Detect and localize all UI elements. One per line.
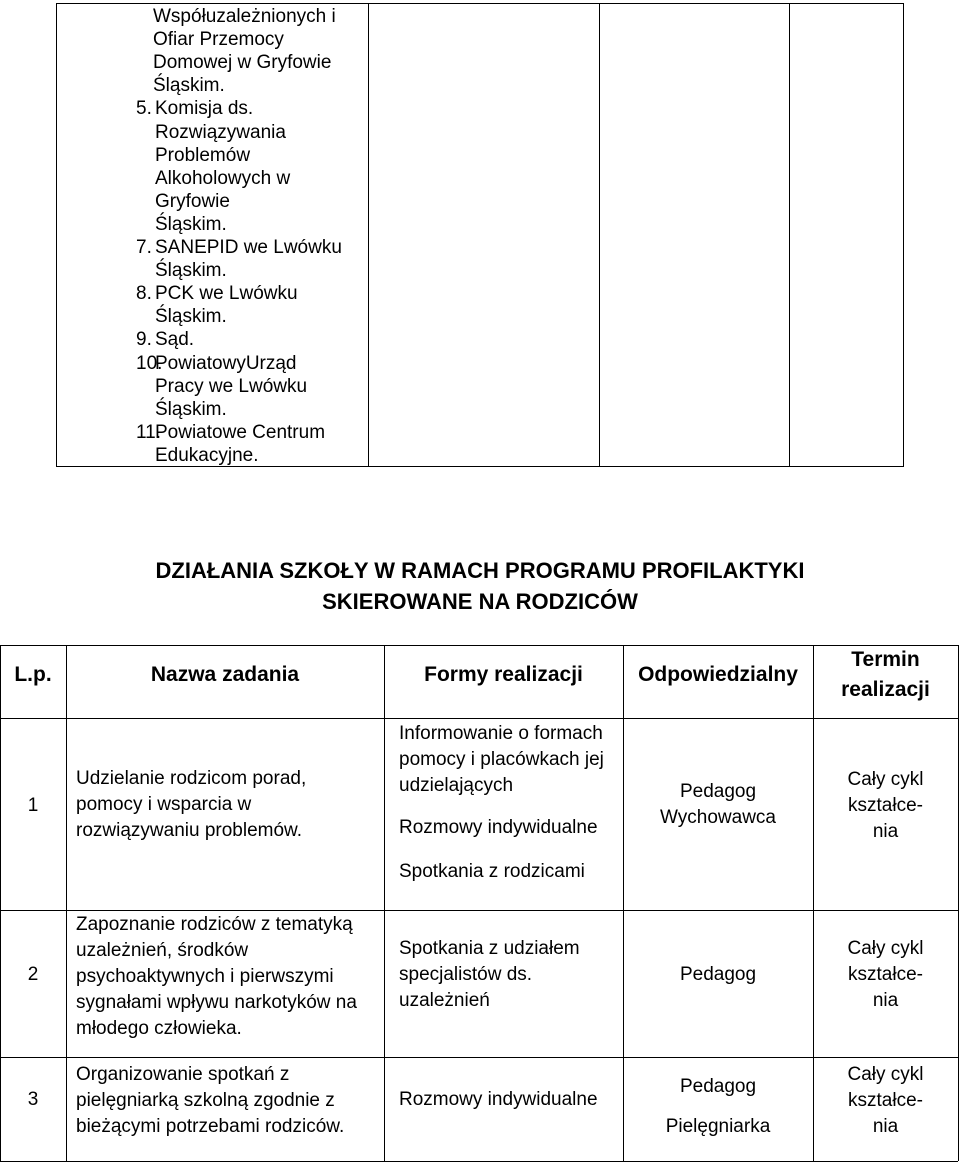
- cell-line: bieżącymi potrzebami rodziców.: [76, 1116, 345, 1137]
- row-2-term: [813, 936, 958, 1014]
- cell-line: udzielających: [399, 775, 514, 796]
- row-2-lp: 2: [27, 964, 39, 985]
- header-lp: L.p.: [14, 663, 52, 686]
- cell-line: nia: [872, 1116, 899, 1137]
- cell-line: Pedagog: [679, 964, 757, 985]
- row-1-forms: [399, 721, 604, 885]
- cell-line: Organizowanie spotkań z: [76, 1064, 290, 1085]
- cell-line: Cały cykl: [847, 769, 924, 790]
- list-item-text: Domowej w Gryfowie: [153, 52, 332, 74]
- list-item-text: PowiatowyUrząd: [155, 352, 297, 374]
- row-3-term: [813, 1062, 958, 1140]
- row-1-lp: 1: [27, 795, 39, 816]
- list-item-text: Sąd.: [155, 329, 195, 351]
- cell-line: pielęgniarką szkolną zgodnie z: [76, 1090, 335, 1111]
- list-item-text: Problemów: [155, 144, 251, 166]
- list-item-text: Śląskim.: [155, 398, 227, 420]
- section-title-line-1: DZIAŁANIA SZKOŁY W RAMACH PROGRAMU PROFILAKTYKI: [155, 558, 805, 583]
- list-item-number: 7.: [136, 237, 152, 258]
- list-item-text: Śląskim.: [155, 213, 227, 235]
- header-task-name: Nazwa zadania: [150, 663, 300, 686]
- row-3-task-name: [76, 1062, 344, 1140]
- row-2-responsible: [623, 962, 813, 988]
- list-item-text: Śląskim.: [153, 75, 225, 97]
- cell-line: Pielęgniarka: [665, 1116, 771, 1137]
- list-item-text: Rozwiązywania: [155, 121, 286, 143]
- cell-line: psychoaktywnych i pierwszymi: [76, 966, 334, 987]
- cell-line: Pedagog: [679, 1076, 757, 1097]
- cell-line: Zapoznanie rodziców z tematyką: [76, 914, 353, 935]
- cell-line: Cały cykl: [847, 1064, 924, 1085]
- list-item-text: SANEPID we Lwówku: [155, 237, 342, 258]
- cell-line: Spotkania z rodzicami: [399, 861, 585, 882]
- row-1-term: [813, 767, 958, 845]
- cell-line: Pedagog: [679, 781, 757, 802]
- cell-line: Rozmowy indywidualne: [399, 817, 598, 838]
- cell-line: Spotkania z udziałem: [399, 938, 580, 959]
- cell-line: kształce-: [848, 795, 923, 816]
- list-item-text: Powiatowe Centrum: [155, 421, 326, 443]
- cell-line: Wychowawca: [660, 807, 776, 828]
- row-3-forms: [399, 1087, 598, 1113]
- list-item-text: Edukacyjne.: [155, 444, 259, 466]
- row-1-responsible: [623, 779, 813, 831]
- row-3-lp: 3: [27, 1089, 39, 1110]
- list-item-number: 10.: [136, 352, 163, 374]
- cell-line: nia: [872, 990, 899, 1011]
- cell-line: kształce-: [848, 1090, 923, 1111]
- row-2-forms: [399, 936, 580, 1014]
- cell-line: kształce-: [848, 964, 923, 985]
- header-forms: Formy realizacji: [424, 663, 583, 686]
- list-item-text: PCK we Lwówku: [155, 283, 298, 305]
- list-item-text: Pracy we Lwówku: [155, 375, 308, 397]
- row-1-task-name: [76, 766, 306, 844]
- cell-line: sygnałami wpływu narkotyków na: [76, 992, 357, 1013]
- cell-line: młodego człowieka.: [76, 1018, 242, 1039]
- cell-line: Udzielanie rodzicom porad,: [76, 768, 307, 789]
- cell-line: Rozmowy indywidualne: [399, 1089, 598, 1110]
- cell-line: nia: [872, 821, 899, 842]
- cell-line: pomocy i placówkach jej: [399, 749, 604, 770]
- list-item-text: Komisja ds.: [155, 98, 254, 120]
- list-item-text: Współuzależnionych i: [153, 6, 336, 27]
- row-2-task-name: [76, 912, 357, 1042]
- cell-line: rozwiązywaniu problemów.: [76, 820, 302, 841]
- header-responsible: Odpowiedzialny: [638, 663, 798, 686]
- cell-line: specjalistów ds.: [399, 964, 533, 985]
- section-title-line-2: SKIEROWANE NA RODZICÓW: [322, 589, 638, 614]
- cell-line: pomocy i wsparcia w: [76, 794, 252, 815]
- list-item-number: 11.: [136, 421, 162, 443]
- list-item-text: Ofiar Przemocy: [153, 29, 284, 51]
- list-item-text: Gryfowie: [155, 190, 230, 212]
- cell-line: uzależnień, środków: [76, 940, 249, 961]
- list-item-text: Śląskim.: [155, 260, 227, 282]
- list-item-text: Śląskim.: [155, 306, 227, 328]
- list-item-text: Alkoholowych w: [155, 167, 291, 189]
- header-term-line-1: Termin: [851, 648, 920, 671]
- row-3-responsible: [623, 1067, 813, 1147]
- cell-line: Informowanie o formach: [399, 723, 603, 744]
- list-item-number: 8.: [136, 283, 152, 305]
- cell-line: Cały cykl: [847, 938, 924, 959]
- list-item-number: 9.: [136, 329, 152, 351]
- cell-line: uzależnień: [399, 990, 490, 1011]
- header-term-line-2: realizacji: [841, 678, 930, 701]
- list-item-number: 5.: [136, 98, 152, 120]
